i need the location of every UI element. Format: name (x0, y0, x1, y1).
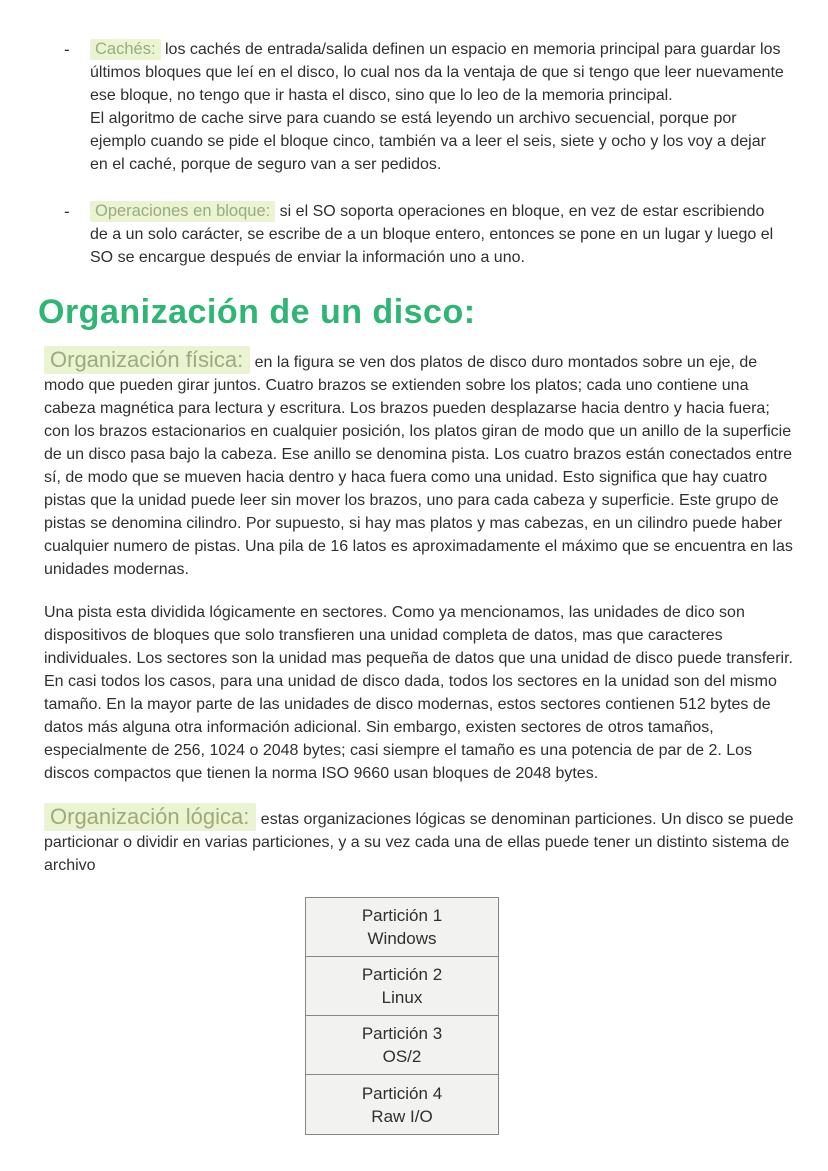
section-heading-logica: Organización lógica: (44, 803, 256, 831)
paragraph (44, 348, 794, 581)
bullet-dash: - (64, 202, 70, 221)
list-item (64, 38, 794, 176)
partition-os: Windows (367, 929, 437, 948)
table-row (306, 1016, 498, 1075)
bullet-text: los cachés de entrada/salida definen un espacio en memoria principal para guardar los últimos bloques que leí en el disco, lo cual nos da la ventaja de que si tengo que leer nuevamente ese bloque, no tengo que ir hasta el disco, sino que lo leo de la memoria principal. (90, 41, 784, 104)
section-organizacion-logica (44, 805, 794, 877)
table-row (306, 898, 498, 957)
section-intro-text: estas organizaciones lógicas se denominan particiones. Un disco se puede particionar o dividir en varias particiones, y a su vez cada una de ellas puede tener un distinto sistema de archivo (44, 811, 794, 874)
partition-table (305, 897, 499, 1135)
paragraph: Una pista esta dividida lógicamente en sectores. Como ya mencionamos, las unidades de dico son dispositivos de bloques que solo transfieren una unidad completa de datos, mas que caracteres individuales. Los sectores son la unidad mas pequeña de datos que una unidad de disco puede transferir. En casi todos los casos, para una unidad de disco dada, todos los sectores en la unidad son del mismo tamaño. En la mayor parte de las unidades de disco modernas, estos sectores contienen 512 bytes de datos más alguna otra información adicional. Sin embargo, existen sectores de otros tamaños, especialmente de 256, 1024 o 2048 bytes; casi siempre el tamaño es una potencia de par de 2. Los discos compactos que tienen la norma ISO 9660 usan bloques de 2048 bytes. (44, 604, 793, 782)
list-item (64, 200, 794, 269)
paragraph (44, 805, 794, 877)
section-organizacion-fisica (44, 348, 794, 785)
section-heading-fisica: Organización física: (44, 346, 250, 374)
bullet-content (90, 38, 786, 176)
section-body (44, 348, 794, 785)
partition-name: Partición 2 (361, 965, 443, 984)
section-intro-text: en la figura se ven dos platos de disco duro montados sobre un eje, de modo que pueden girar juntos. Cuatro brazos se extienden sobre los platos; cada uno contiene una cabeza magnética para lectura y escritura. Los brazos pueden desplazarse hacia dentro y hacia fuera; con los brazos estacionarios en cualquier posición, los platos giran de modo que un anillo de la superficie de un disco pasa bajo la cabeza. Ese anillo se denomina pista. Los cuatro brazos están conectados entre sí, de modo que se mueven hacia dentro y haca fuera como una unidad. Esto significa que hay cuatro pistas que la unidad puede leer sin mover los brazos, uno para cada cabeza y superficie. Este grupo de pistas se denomina cilindro. Por supuesto, si hay mas platos y mas cabezas, en un cilindro puede haber cualquier numero de pistas. Una pila de 16 latos es aproximadamente el máximo que se encuentra en las unidades modernas. (44, 354, 793, 578)
table-row (306, 957, 498, 1016)
bullet-dash: - (64, 40, 70, 59)
bullet-list (64, 38, 794, 269)
partition-os: OS/2 (382, 1047, 422, 1066)
section-body (44, 805, 794, 877)
bullet-content (90, 200, 786, 269)
bullet-label-caches: Cachés: (90, 39, 161, 60)
bullet-text: si el SO soporta operaciones en bloque, en vez de estar escribiendo de a un solo carácter, se escribe de a un bloque entero, entonces se pone en un lugar y luego el SO se encargue después de enviar la información uno a uno. (90, 203, 774, 266)
partition-name: Partición 1 (361, 906, 443, 925)
partition-os: Raw I/O (371, 1106, 433, 1126)
page-title: Organización de un disco: (38, 293, 476, 331)
partition-name: Partición 4 (361, 1083, 443, 1103)
bullet-text-continued: El algoritmo de cache sirve para cuando se está leyendo un archivo secuencial, porque por ejemplo cuando se pide el bloque cinco, también va a leer el seis, siete y ocho y los voy a dejar en el caché, porque de seguro van a ser pedidos. (90, 110, 766, 173)
table-row (306, 1075, 498, 1134)
partition-os: Linux (381, 988, 423, 1007)
partition-name: Partición 3 (361, 1024, 443, 1043)
bullet-label-operaciones-en-bloque: Operaciones en bloque: (90, 201, 275, 222)
